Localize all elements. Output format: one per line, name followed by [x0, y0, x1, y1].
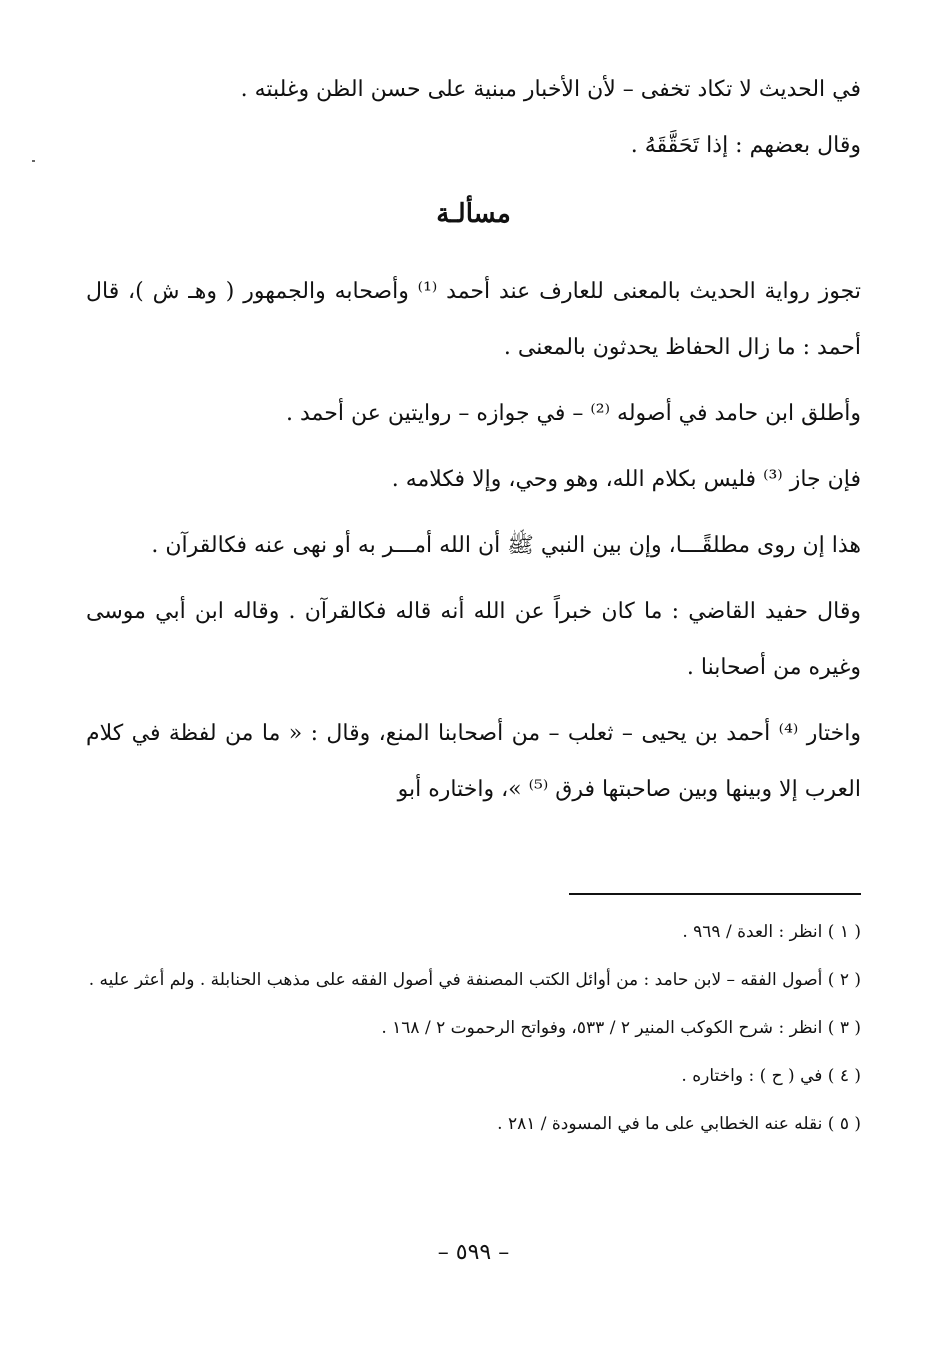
page-number: – ٥٩٩ –	[437, 1240, 510, 1265]
footnote: ( ١ ) انظر : العدة / ٩٦٩ .	[682, 922, 861, 942]
footnote: ( ٤ ) في ( ح ) : واختاره .	[681, 1066, 861, 1086]
text-line: وقال بعضهم : إذا تَحَقَّقَهُ .	[630, 133, 861, 158]
section-heading: مسألـة	[436, 199, 511, 229]
paragraph: واختار ⁽⁴⁾ أحمد بن يحيى – ثعلب – من أصحابنا المنع، وقال : « ما من لفظة في كلام العرب إلا وبينها وبين صاحبتها فرق ⁽⁵⁾ »، واختاره أبو	[86, 721, 862, 802]
scan-speck	[32, 160, 35, 162]
paragraph: هذا إن روى مطلقًـــا، وإن بين النبي ﷺ أن الله أمـــر به أو نهى عنه فكالقرآن .	[151, 533, 861, 558]
paragraph: وقال حفيد القاضي : ما كان خبراً عن الله أنه قاله فكالقرآن . وقاله ابن أبي موسى وغيره من أصحابنا .	[86, 599, 861, 680]
footnote: ( ٣ ) انظر : شرح الكوكب المنير ٢ / ٥٣٣، وفواتح الرحموت ٢ / ١٦٨ .	[381, 1018, 861, 1038]
footnotes-block	[86, 908, 861, 1148]
text-line: في الحديث لا تكاد تخفى – لأن الأخبار مبنية على حسن الظن وغلبته .	[240, 77, 861, 102]
main-text-block	[86, 62, 861, 828]
paragraph: تجوز رواية الحديث بالمعنى للعارف عند أحمد ⁽¹⁾ وأصحابه والجمهور ( وهـ ش )، قال أحمد : ما زال الحفاظ يحدثون بالمعنى .	[86, 279, 861, 360]
footnote: ( ٢ ) أصول الفقه – لابن حامد : من أوائل الكتب المصنفة في أصول الفقه على مذهب الحنابلة . ولم أعثر عليه .	[88, 970, 861, 990]
paragraph: وأطلق ابن حامد في أصوله ⁽²⁾ – في جوازه – روايتين عن أحمد .	[286, 401, 861, 426]
footnote-divider	[569, 893, 861, 895]
paragraph: فإن جاز ⁽³⁾ فليس بكلام الله، وهو وحي، وإلا فكلامه .	[391, 467, 861, 492]
footnote: ( ٥ ) نقله عنه الخطابي على ما في المسودة / ٢٨١ .	[497, 1114, 861, 1134]
